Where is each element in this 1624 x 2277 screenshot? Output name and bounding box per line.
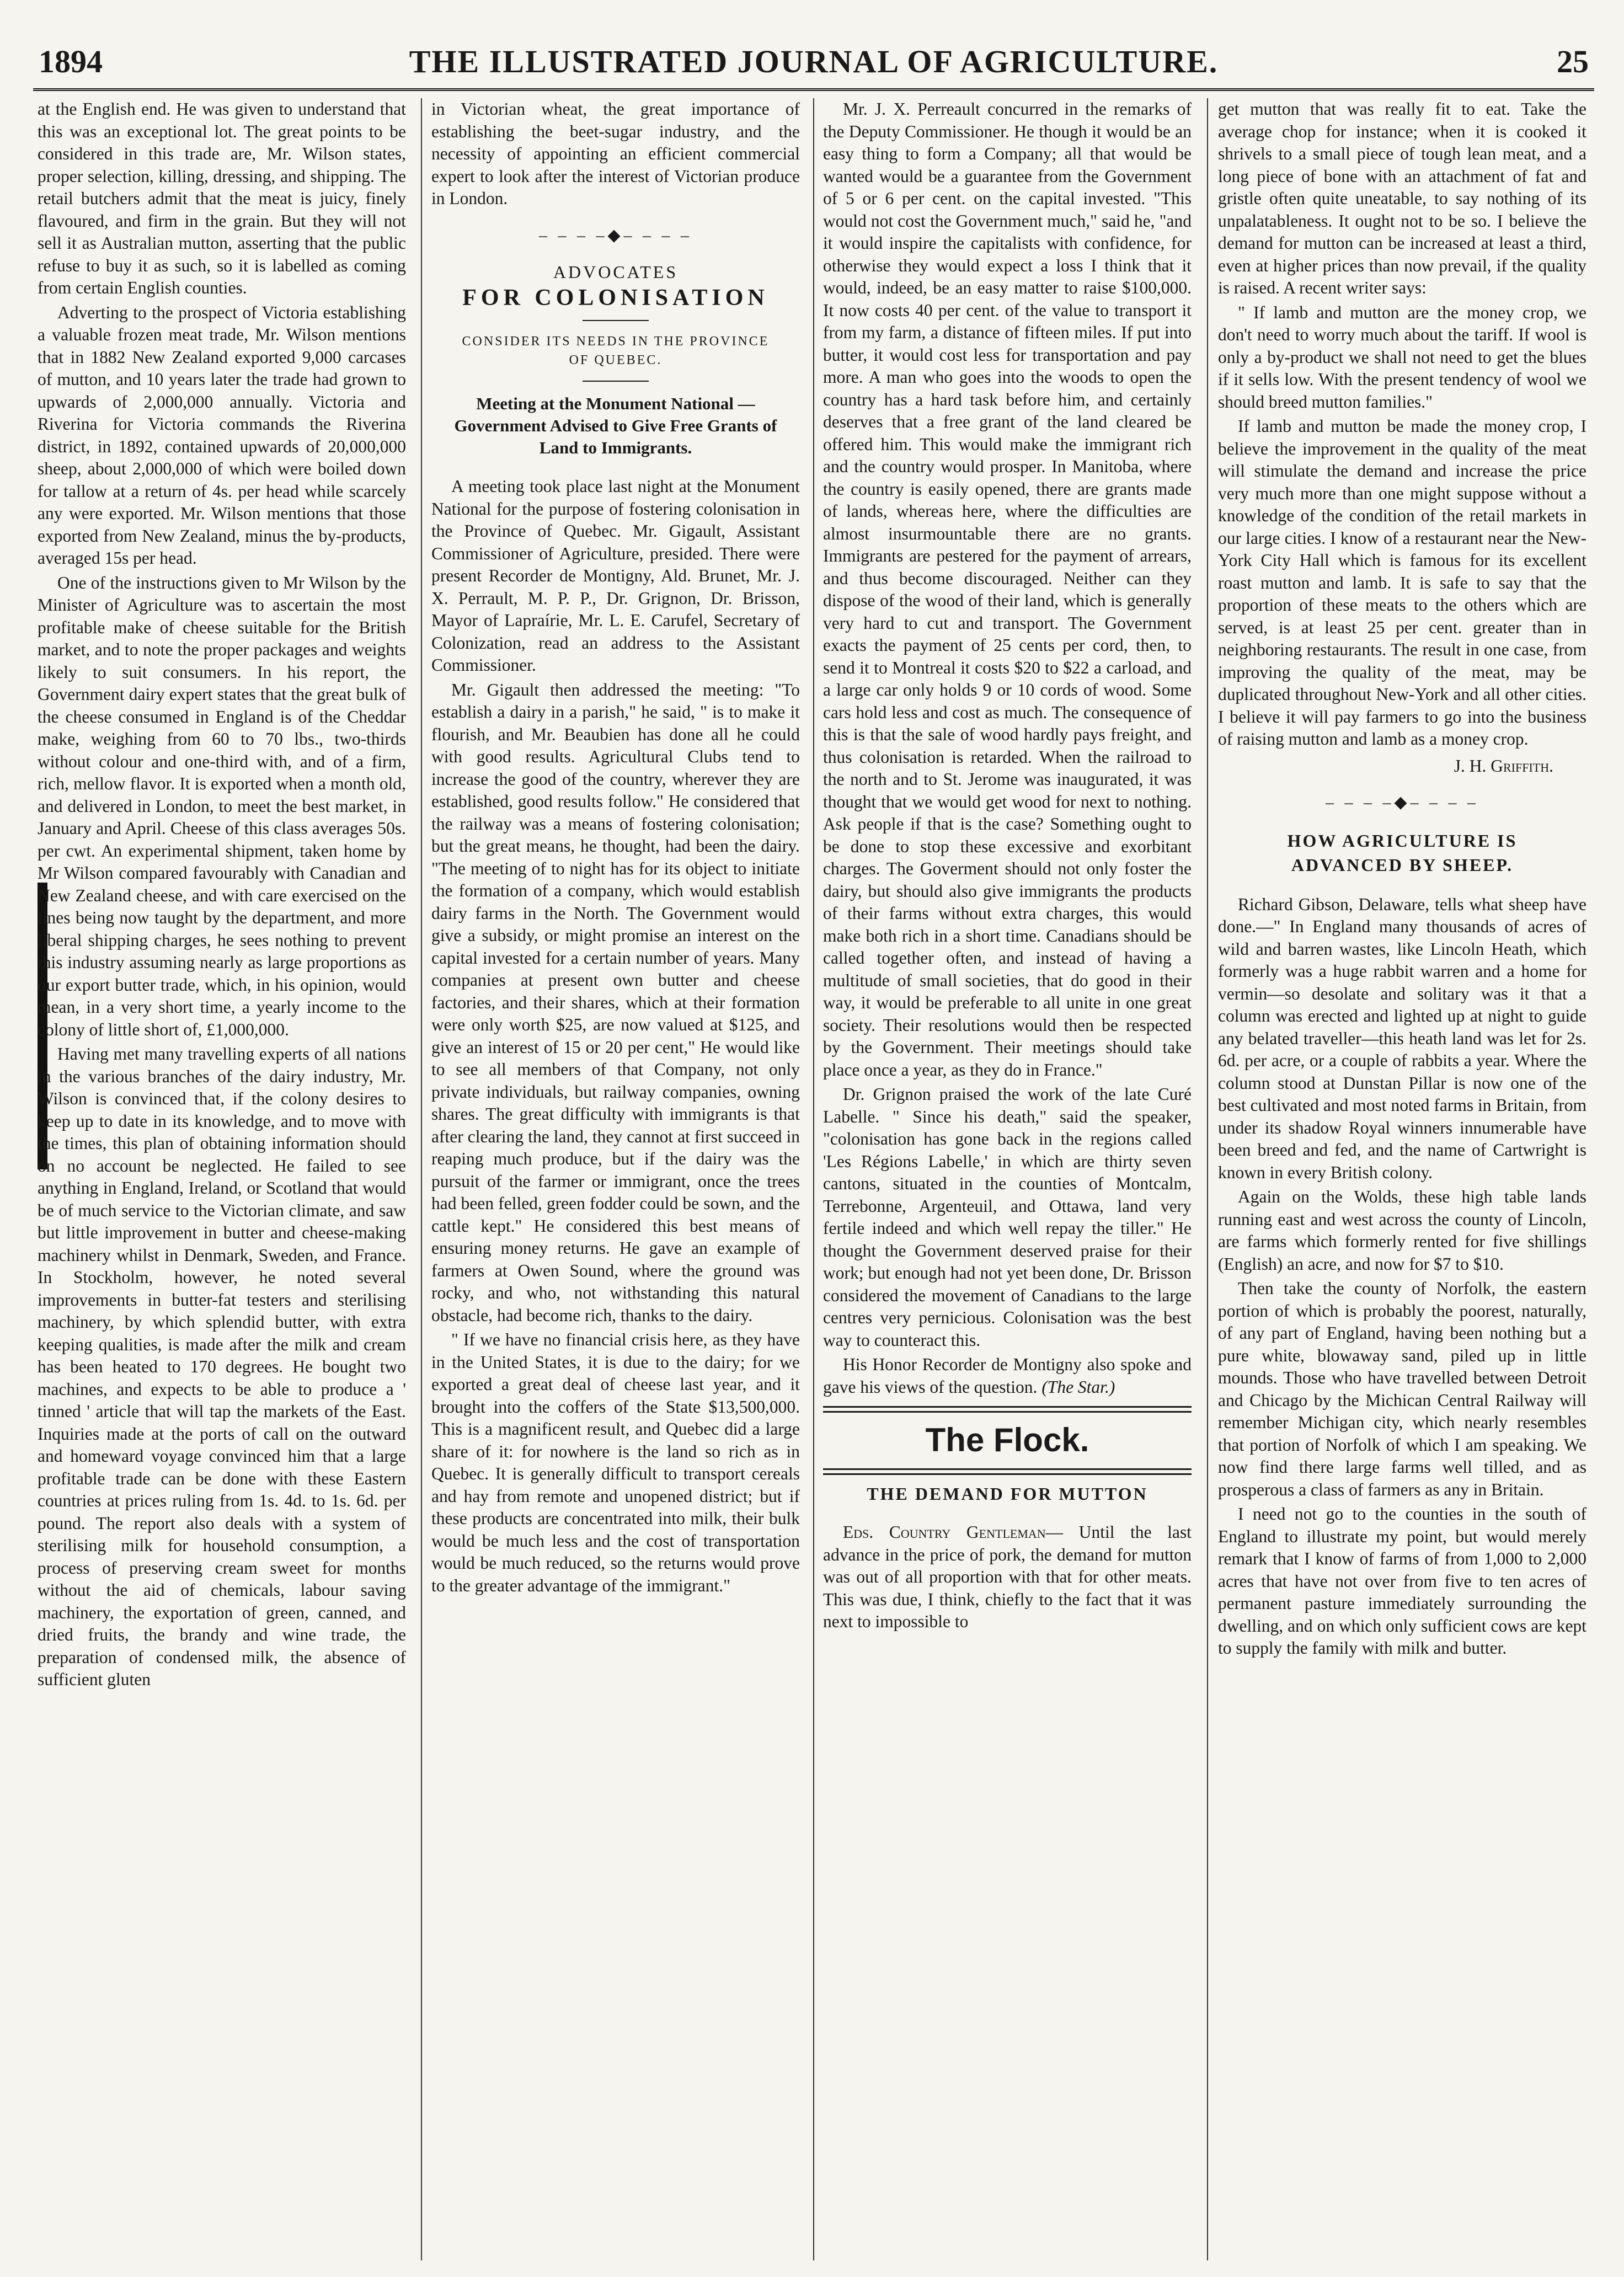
newspaper-page	[33, 39, 1594, 2267]
article-headline: HOW AGRICULTURE IS ADVANCED BY SHEEP.	[1287, 830, 1518, 875]
paragraph: If lamb and mutton be made the money crop, I believe the improvement in the quality of the meat will stimulate the demand and increase the price very much more than one might suppose without a knowledge of the condition of the retail markets in our large cities. I know of a restaurant near the New-York City Hall which is famous for its excellent roast mutton and lamb. It is safe to say that the proportion of these meats to the others which are served, is at least 25 per cent. greater than in neighboring restaurants. The result in one case, from improving the quality of the meat, may be duplicated throughout New-York and all other cities. I believe it will pay farmers to go into the business of raising mutton and lamb as a money crop.	[1218, 416, 1586, 749]
column-1	[38, 98, 406, 2260]
paragraph: Then take the county of Norfolk, the eastern portion of which is probably the poorest, naturally, of any part of England, having been nothing but a pure white, blowaway sand, piled up in little mounds. Those who have travelled between Detroit and Chicago by the Michican Central Railway will remember Michigan city, which nearly resembles that portion of Norfolk of which I am speaking. We now find there large farms well tilled, and as prosperous a class of farmers as any in Britain.	[1218, 1279, 1586, 1499]
paragraph: Dr. Grignon praised the work of the late Curé Labelle. " Since his death," said the speaker, "colonisation has gone back in the regions called 'Les Régions Labelle,' in which are thirty seven cantons, situated in the counties of Montcalm, Terrebonne, Argenteuil, and Ottawa, land very fertile indeed and which well repay the tiller." He thought the Government deserved praise for their work; but enough had not yet been done, Dr. Brisson considered the movement of Canadians to the large centres very pernicious. Colonisation was the best way to counteract this.	[823, 1084, 1192, 1350]
divider	[583, 320, 649, 321]
double-rule	[823, 1468, 1192, 1475]
salutation: Eds. Country Gentleman	[843, 1522, 1046, 1542]
article-headline: FOR COLONISATION	[462, 285, 769, 311]
ornament-separator: – – – –◆– – – –	[1325, 793, 1479, 811]
article-headline-top: ADVOCATES	[553, 262, 679, 282]
page-number: 25	[1557, 44, 1589, 79]
article-deck: Meeting at the Monument National — Government Advised to Give Free Grants of Land to Immigrants.	[454, 394, 777, 457]
column-2	[431, 98, 800, 2260]
paragraph: Mr. Gigault then addressed the meeting: "To establish a dairy in a parish," he said, " is to make it flourish, and Mr. Beaubien has done all he could with good results. Agricultural Clubs tend to increase the good of the country, wherever they are established, good results follow." He considered that the railway was a means of fostering colonisation; but the great means, he thought, had been the dairy. "The meeting of to night has for its object to initiate the formation of a company, which would establish dairy farms in the North. The Government would give a subsidy, or might promise an interest on the capital invested for a certain number of years. Many companies at present own butter and cheese factories, and their shares, which at their formation were only worth $25, are now valued at $125, and give an interest of 15 or 20 per cent," He would like to see all members of that Company, not only private individuals, but railway companies, owning shares. The great difficulty with immigrants is that after clearing the land, they cannot at first succeed in reaping much produce, but if the dairy was the pursuit of the farmer or immigrant, once the trees had been felled, green fodder could be sown, and the cattle kept." He considered this best means of ensuring money returns. He gave an example of farmers at Owen Sound, where the ground was rocky, and who, not withstanding this natural obstacle, had become rich, thanks to the dairy.	[431, 680, 800, 1325]
paragraph: I need not go to the counties in the south of England to illustrate my point, but would merely remark that I know of farms of from 1,000 to 2,000 acres that have not over from five to ten acres of permanent pasture immediately surrounding the dwelling, and on which only sufficient cows are kept to supply the family with milk and butter.	[1218, 1504, 1586, 1658]
article-subhead: CONSIDER ITS NEEDS IN THE PROVINCE OF QUEBEC.	[462, 334, 770, 367]
paragraph: in Victorian wheat, the great importance of establishing the beet-sugar industry, and the necessity of appointing an efficient commercial expert to look after the interest of Victorian produce in London.	[431, 99, 800, 208]
column-rule	[813, 98, 814, 2260]
paragraph: Again on the Wolds, these high table lands running east and west across the county of Lincoln, are farms which formerly rented for five shillings (English) an acre, and now for $7 to $10.	[1218, 1187, 1586, 1274]
paragraph: Richard Gibson, Delaware, tells what sheep have done.—" In England many thousands of acres of wild and barren wastes, like Lincoln Heath, which formerly was a huge rabbit warren and a home for vermin—so desolate and solitary was it that a column was erected and lighted up at night to guide any belated traveller—this heath land was let for 2s. 6d. per acre, or a couple of rabbits a year. Where the column stood at Dunstan Pillar is now one of the best cultivated and most noted farms in Britain, from under its shadow Royal winners innumerable have been breed and fed, and the name of Cartwright is known in every British colony.	[1218, 894, 1586, 1182]
article-headline: THE DEMAND FOR MUTTON	[867, 1483, 1148, 1504]
page-year: 1894	[39, 44, 103, 79]
masthead	[33, 39, 1594, 91]
paragraph: Having met many travelling experts of all nations in the various branches of the dairy industry, Mr. Wilson is convinced that, if the colony desires to keep up to date in its knowledge, and to move with the times, this plan of obtaining information should on no account be neglected. He failed to see anything in England, Ireland, or Scotland that would be of much service to the Victorian climate, and saw but little improvement in butter and cheese-making machinery whilst in Denmark, Sweden, and France. In Stockholm, however, he noted several improvements in butter-fat testers and sterilising machinery, by which splendid butter, with extra keeping qualities, is made after the milk and cream has been heated to 170 degrees. He bought two machines, and expects to be able to produce a ' tinned ' article that will tap the markets of the East. Inquiries made at the ports of call on the outward and homeward voyage convinced him that a large profitable trade can be done with these Eastern countries at prices ruling from 1s. 4d. to 1s. 6d. per pound. The report also deals with a system of sterilising milk for household consumption, a process of preserving cream sweet for months without the aid of chemicals, labour saving machinery, the exportation of green, canned, and dried fruits, the brandy and wine trade, the preparation of condensed milk, the absence of sufficient gluten	[38, 1044, 406, 1689]
paragraph: " If lamb and mutton are the money crop, we don't need to worry much about the tariff. If wool is only a by-product we shall not need to get the blues if it sells low. With the present tendency of wool we should breed mutton families."	[1218, 302, 1586, 411]
section-title: The Flock.	[925, 1421, 1089, 1458]
column-3	[823, 98, 1192, 2260]
paragraph	[823, 1354, 1192, 1398]
source-credit: (The Star.)	[1041, 1377, 1115, 1397]
paragraph: at the English end. He was given to understand that this was an exceptional lot. The great points to be considered in this trade are, Mr. Wilson states, proper selection, killing, dressing, and shipping. The retail butchers admit that the meat is juicy, finely flavoured, and firm in the grain. But they will not sell it as Australian mutton, asserting that the public refuse to buy it as such, so it is labelled as coming from certain English counties.	[38, 99, 406, 297]
journal-title: THE ILLUSTRATED JOURNAL OF AGRICULTURE.	[409, 44, 1219, 79]
ornament-separator: – – – –◆– – – –	[538, 226, 693, 244]
paragraph: Mr. J. X. Perreault concurred in the remarks of the Deputy Commissioner. He though it would be an easy thing to form a Company; all that would be wanted would be a guarantee from the Government of 5 or 6 per cent. on the capital invested. "This would not cost the Government much," said he, "and it would inspire the capitalists with confidence, for otherwise they would expect a loss I think that it would, indeed, be an easy matter to raise $100,000. It now costs 40 per cent. of the value to transport it from my farm, a distance of fifteen miles. If put into butter, it would cost less for transportation and pay more. A man who goes into the woods to open the country has a hard task before him, and certainly deserves that a free grant of the land cleared be offered him. This would make the immigrant rich and the country would prosper. In Manitoba, where the country is easily opened, there are grants made of lands, whereas here, where the difficulties are almost insurmountable there are no grants. Immigrants are pestered for the payment of arrears, and thus become discouraged. Neither can they dispose of the wood of their land, which is generally very hard to cut and transport. The Government exacts the payment of 25 cents per cord, then, to send it to Montreal it costs $20 to $22 a carload, and a large car only holds 9 or 10 cords of wood. Some cars hold less and cost as much. The consequence of this is that the sale of wood hardly pays freight, and thus colonisation is retarded. When the railroad to the north and to St. Jerome was inaugurated, it was thought that we would get wood for next to nothing. Ask people if that is the case? Something ought to be done to stop these excessive and exorbitant charges. The Goverment should not only foster the dairy, but should also give immigrants the products of their farms without extra charges, this would make both rich in a short time. Canadians should be called together often, and instead of having a multitude of small societies, that do good in their way, it would be preferable to all unite in one great society. Their resolutions would then be respected by the Government. Their meetings should take place once a year, as they do in France."	[823, 99, 1192, 1079]
paragraph: A meeting took place last night at the Monument National for the purpose of fostering colonisation in the Province of Quebec. Mr. Gigault, Assistant Commissioner of Agriculture, presided. There were present Recorder de Montigny, Ald. Brunet, Mr. J. X. Perrault, M. P. P., Dr. Grignon, Dr. Brisson, Mayor of Lapraírie, Mr. L. E. Carufel, Secretary of Colonization, read an address to the Assistant Commissioner.	[431, 477, 800, 675]
paragraph: One of the instructions given to Mr Wilson by the Minister of Agriculture was to ascertain the most profitable make of cheese suitable for the British market, and to note the proper packages and weights likely to suit consumers. In his report, the Government dairy expert states that the great bulk of the cheese consumed in England is of the Cheddar make, weighing from 60 to 70 lbs., two-thirds without colour and one-third with, and of a firm, rich, mellow flavor. It is exported when a month old, and delivered in London, to meet the best market, in January and April. Cheese of this class averages 50s. per cwt. An experimental shipment, taken home by Mr Wilson compared favourably with Canadian and New Zealand cheese, and with care exercised on the lines being now taught by the department, and more liberal shipping charges, he sees nothing to prevent this industry assuming nearly as large proportions as our export butter trade, which, in his opinion, would mean, in a very short time, a yearly income to the colony of little short of, £1,000,000.	[38, 573, 406, 1039]
paragraph: Adverting to the prospect of Victoria establishing a valuable frozen meat trade, Mr. Wilson mentions that in 1882 New Zealand exported 9,000 carcases of mutton, and 10 years later the trade had grown to upwards of 2,000,000 annually. Victoria and Riverina for Victoria commands the Riverina district, in 1892, contained upwards of 20,000,000 sheep, about 2,000,000 of which were boiled down for tallow at a return of 4s. per head while scarcely any were exported. Mr. Wilson mentions that those exported from New Zealand, minus the by-products, averaged 15s per head.	[38, 302, 406, 568]
column-rule	[421, 98, 422, 2260]
author-signature: J. H. Griffith.	[1454, 756, 1553, 776]
paragraph: get mutton that was really fit to eat. Take the average chop for instance; when it is cooked it shrivels to a small piece of tough lean meat, and a long piece of bone with an attachment of fat and gristle often quite uneatable, to say nothing of its unpalatableness. It ought not to be so. I believe the demand for mutton can be increased at least a third, even at higher prices than now prevail, if the quality is raised. A recent writer says:	[1218, 99, 1586, 297]
column-4	[1218, 98, 1586, 2260]
column-rule	[1207, 98, 1208, 2260]
paragraph-text: — Until the last advance in the price of pork, the demand for mutton was out of all proportion with that for other meats. This was due, I think, chiefly to the fact that it was next to impossible to	[823, 1522, 1192, 1631]
paragraph: " If we have no financial crisis here, as they have in the United States, it is due to the dairy; for we exported a great deal of cheese last year, and it brought into the coffers of the State $13,500,000. This is a magnificent result, and Quebec did a large share of it: for nowhere is the land so rich as in Quebec. It is generally difficult to transport cereals and hay from remote and unopened district; but if these products are concentrated into milk, their bulk would be much less and the cost of transportation would be much reduced, so the returns would prove to the greater advantage of the immigrant."	[431, 1330, 800, 1595]
paragraph	[823, 1521, 1192, 1633]
double-rule	[823, 1406, 1192, 1413]
paragraph-text: His Honor Recorder de Montigny also spoke and gave his views of the question.	[823, 1355, 1192, 1397]
divider	[583, 381, 649, 382]
